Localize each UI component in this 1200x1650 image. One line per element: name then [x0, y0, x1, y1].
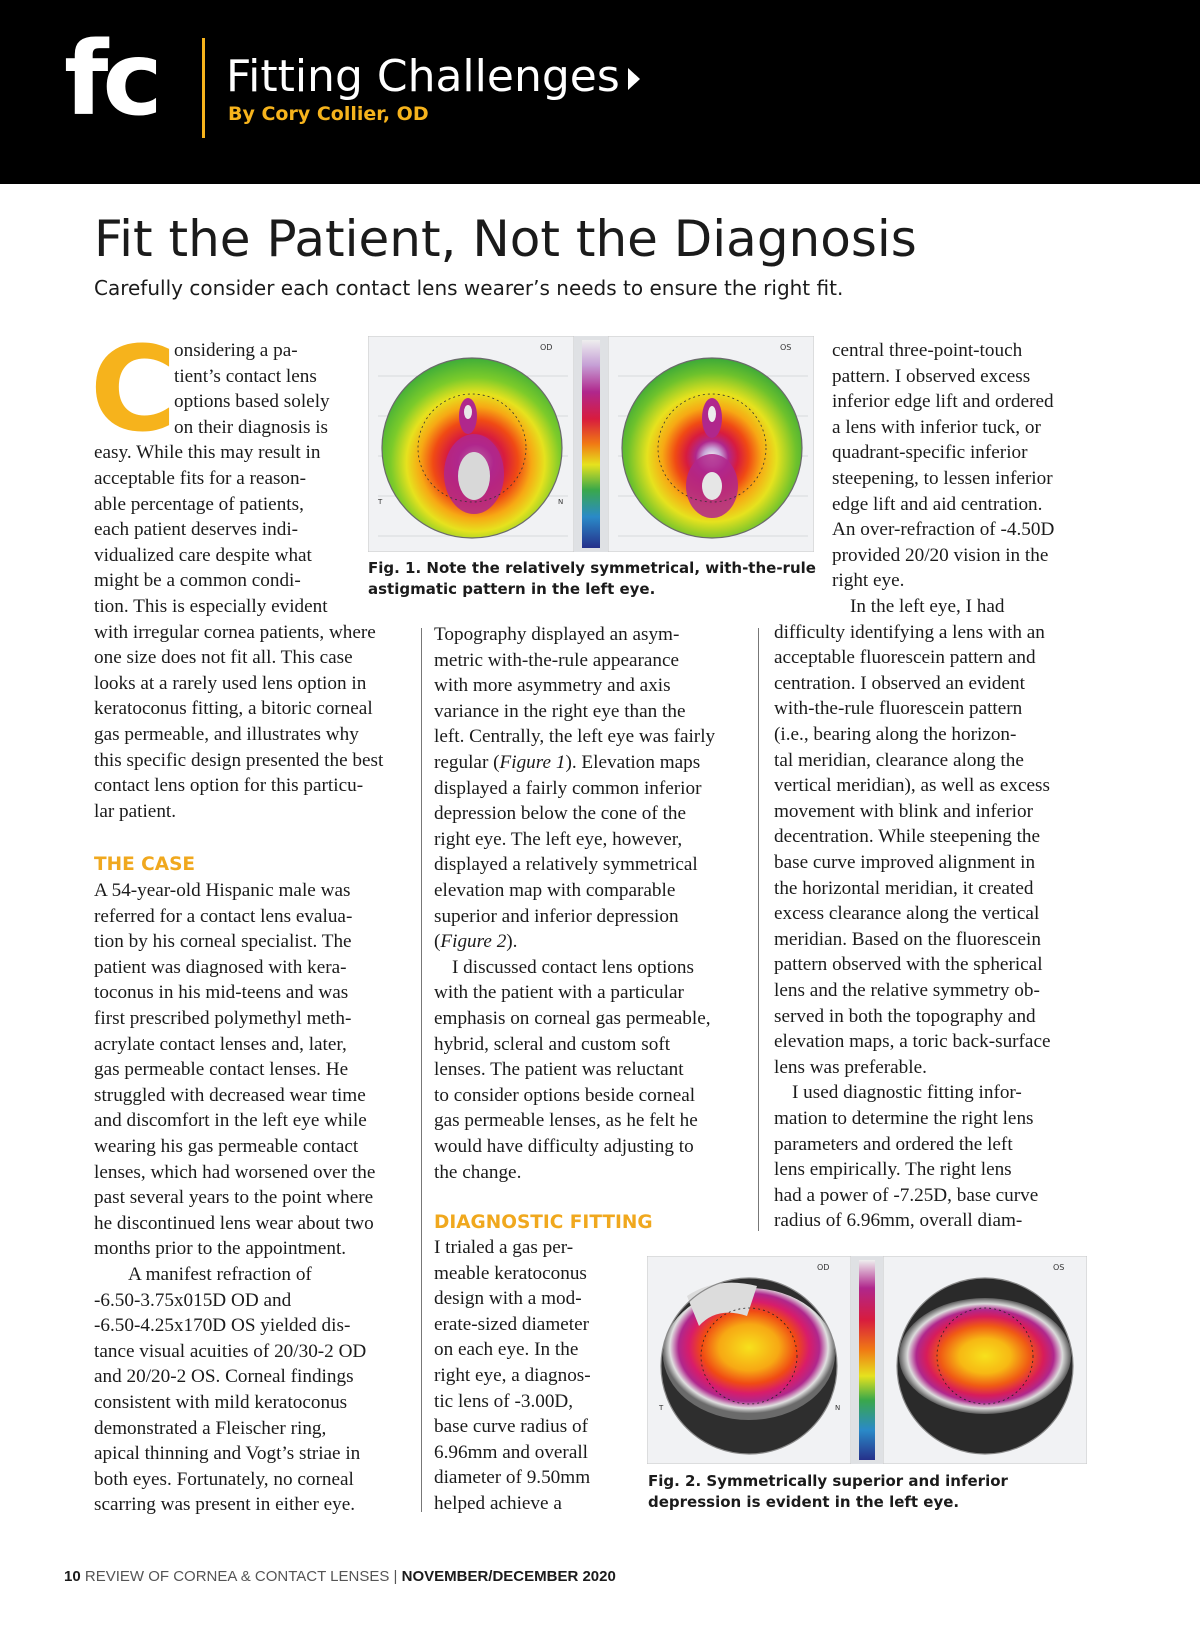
col1-line: both eyes. Fortunately, no corneal [94, 1468, 354, 1490]
col2-line: superior and inferior depression [434, 905, 679, 927]
col2-line: variance in the right eye than the [434, 700, 686, 722]
col2-line: hybrid, scleral and custom soft [434, 1033, 671, 1055]
col1-line: each patient deserves indi- [94, 519, 299, 541]
col2-line: the change. [434, 1161, 522, 1183]
col1-line: looks at a rarely used lens option in [94, 672, 367, 694]
col1-line: demonstrated a Fleischer ring, [94, 1417, 327, 1439]
col1-line: months prior to the appointment. [94, 1238, 347, 1260]
col2-line: meable keratoconus [434, 1262, 587, 1284]
col3-line: tal meridian, clearance along the [774, 749, 1024, 771]
fig1-t-label: T [378, 498, 383, 506]
col1-line: one size does not fit all. This case [94, 647, 353, 669]
col2-line: would have difficulty adjusting to [434, 1136, 694, 1157]
col2-line: displayed a relatively symmetrical [434, 854, 698, 876]
fig2-os-label: OS [1053, 1263, 1065, 1272]
page-footer [64, 1568, 616, 1585]
page-number: 10 [64, 1568, 81, 1585]
col2-line: helped achieve a [434, 1493, 562, 1514]
footer-separator: | [393, 1568, 398, 1585]
column-logo: fc [64, 20, 157, 139]
figure-2-elevation-maps [647, 1256, 1087, 1464]
col1-line: first prescribed polymethyl meth- [94, 1008, 352, 1029]
col1-line: options based solely [174, 391, 330, 413]
col3-line: the horizontal meridian, it created [774, 877, 1034, 899]
col2-line: on each eye. In the [434, 1339, 579, 1361]
col3-line: meridian. Based on the fluorescein [774, 928, 1041, 950]
col1-line: acceptable fits for a reason- [94, 468, 307, 489]
figure-1-topography-maps [368, 336, 814, 552]
col3-line: had a power of -7.25D, base curve [774, 1184, 1039, 1206]
col1-line: able percentage of patients, [94, 493, 304, 515]
col1-line: on their diagnosis is [174, 416, 329, 438]
col1-line: keratoconus fitting, a bitoric corneal [94, 698, 373, 720]
col3-line: I used diagnostic fitting infor- [792, 1082, 1022, 1104]
fig2-od-label: OD [817, 1263, 830, 1272]
col1-line: apical thinning and Vogt’s striae in [94, 1443, 361, 1465]
col1-line: -6.50-3.75x015D OD and [94, 1289, 292, 1311]
col3-line: a lens with inferior tuck, or [832, 416, 1041, 438]
col2-line: elevation map with comparable [434, 880, 676, 901]
fig1-n-label: N [558, 498, 564, 506]
col3-line: right eye. [832, 570, 905, 592]
figure-1-caption-line-2: astigmatic pattern in the left eye. [368, 580, 656, 598]
col3-line: inferior edge lift and ordered [832, 391, 1054, 413]
col1-line: he discontinued lens wear about two [94, 1212, 374, 1234]
col2-line: right eye, a diagnos- [434, 1365, 591, 1386]
col1-line: tance visual acuities of 20/30-2 OD [94, 1340, 367, 1362]
col1-line: tion. This is especially evident [94, 596, 328, 617]
col2-line: Topography displayed an asym- [434, 624, 680, 645]
col1-line: with irregular cornea patients, where [94, 621, 376, 643]
col2-line: 6.96mm and overall [434, 1441, 588, 1463]
col3-line: decentration. While steepening the [774, 826, 1041, 848]
fig2-n-label: N [835, 1404, 841, 1412]
col1-line: struggled with decreased wear time [94, 1084, 366, 1106]
section-heading-the-case: THE CASE [94, 854, 196, 875]
col3-line: steepening, to lessen inferior [832, 468, 1053, 489]
col1-line: onsidering a pa- [174, 340, 298, 361]
magazine-name: REVIEW OF CORNEA & CONTACT LENSES [84, 1568, 390, 1585]
col3-line: (i.e., bearing along the horizon- [774, 724, 1017, 745]
col3-line: vertical meridian), as well as excess [774, 775, 1050, 797]
col2-line: (Figure 2). [434, 931, 518, 953]
col3-line: central three-point-touch [832, 340, 1023, 361]
col2-line: metric with-the-rule appearance [434, 649, 680, 671]
col3-line: parameters and ordered the left [774, 1133, 1013, 1155]
figure-1-caption-line-1: Fig. 1. Note the relatively symmetrical, with-the-rule [368, 559, 816, 577]
logo-divider [202, 38, 205, 138]
col3-line: edge lift and aid centration. [832, 493, 1043, 515]
col3-line: provided 20/20 vision in the [832, 544, 1049, 566]
col2-line: with the patient with a particular [434, 982, 684, 1004]
col2-line: displayed a fairly common inferior [434, 777, 702, 799]
col3-line: excess clearance along the vertical [774, 903, 1040, 925]
col3-line: mation to determine the right lens [774, 1108, 1034, 1129]
col3-line: lens empirically. The right lens [774, 1159, 1012, 1181]
section-heading-diagnostic-fitting: DIAGNOSTIC FITTING [434, 1212, 653, 1233]
drop-cap: C [90, 320, 177, 458]
col3-line: An over-refraction of -4.50D [832, 519, 1055, 541]
col1-line: easy. While this may result in [94, 442, 321, 464]
byline: By Cory Collier, OD [228, 103, 429, 125]
col3-line: centration. I observed an evident [774, 672, 1025, 694]
issue-date: NOVEMBER/DECEMBER 2020 [401, 1568, 616, 1585]
col3-line: quadrant-specific inferior [832, 442, 1028, 464]
col1-line: acrylate contact lenses and, later, [94, 1033, 347, 1055]
col2-line: emphasis on corneal gas permeable, [434, 1008, 711, 1029]
col2-line: erate-sized diameter [434, 1313, 589, 1335]
col1-line: consistent with mild keratoconus [94, 1392, 348, 1413]
play-arrow-icon [628, 68, 640, 90]
col1-line: and discomfort in the left eye while [94, 1110, 367, 1132]
col1-line: wearing his gas permeable contact [94, 1136, 359, 1157]
col3-line: acceptable fluorescein pattern and [774, 647, 1036, 669]
col3-line: served in both the topography and [774, 1005, 1036, 1027]
article-deck: Carefully consider each contact lens wearer’s needs to ensure the right fit. [94, 276, 844, 300]
col1-line: scarring was present in either eye. [94, 1494, 356, 1516]
col1-line: patient was diagnosed with kera- [94, 956, 347, 978]
fig1-od-label: OD [540, 343, 553, 352]
figure-2-caption-line-2: depression is evident in the left eye. [648, 1493, 960, 1511]
col3-line: difficulty identifying a lens with an [774, 621, 1045, 643]
col1-line: vidualized care despite what [94, 544, 312, 566]
col2-line: base curve radius of [434, 1416, 588, 1438]
col1-line: lenses, which had worsened over the [94, 1161, 376, 1183]
col1-line: toconus in his mid-teens and was [94, 982, 349, 1004]
col2-line: with more asymmetry and axis [434, 675, 671, 697]
figure-2-caption-line-1: Fig. 2. Symmetrically superior and inferior [648, 1472, 1008, 1490]
col3-line: radius of 6.96mm, overall diam- [774, 1210, 1023, 1232]
column-divider-1 [421, 628, 422, 1512]
column-banner [0, 0, 1200, 184]
col1-line: contact lens option for this particu- [94, 775, 364, 797]
col2-line: I trialed a gas per- [434, 1237, 574, 1258]
col1-line: A manifest refraction of [128, 1264, 312, 1285]
col1-line: gas permeable contact lenses. He [94, 1059, 349, 1081]
column-title [226, 50, 640, 104]
col1-line: tient’s contact lens [174, 365, 317, 387]
col1-line: this specific design presented the best [94, 749, 384, 771]
col2-line: regular (Figure 1). Elevation maps [434, 752, 701, 773]
col3-line: pattern observed with the spherical [774, 954, 1043, 976]
col1-line: referred for a contact lens evalua- [94, 905, 353, 927]
col2-line: gas permeable lenses, as he felt he [434, 1110, 698, 1132]
col2-line: tic lens of -3.00D, [434, 1390, 574, 1412]
col3-line: base curve improved alignment in [774, 852, 1036, 873]
fig1-os-label: OS [780, 343, 792, 352]
col2-line: right eye. The left eye, however, [434, 828, 683, 850]
col2-line: diameter of 9.50mm [434, 1467, 591, 1489]
col1-line: might be a common condi- [94, 570, 301, 592]
article-headline: Fit the Patient, Not the Diagnosis [94, 210, 917, 268]
col3-line: elevation maps, a toric back-surface [774, 1031, 1051, 1053]
column-title-text: Fitting Challenges [226, 51, 620, 102]
col1-line: tion by his corneal specialist. The [94, 931, 352, 953]
col1-line: -6.50-4.25x170D OS yielded dis- [94, 1315, 351, 1337]
col2-line: I discussed contact lens options [452, 956, 694, 978]
col1-line: gas permeable, and illustrates why [94, 724, 359, 745]
col3-line: In the left eye, I had [850, 596, 1005, 617]
col2-line: lenses. The patient was reluctant [434, 1059, 684, 1081]
col1-line: past several years to the point where [94, 1187, 374, 1209]
fig2-t-label: T [659, 1404, 664, 1412]
col3-line: lens was preferable. [774, 1056, 927, 1078]
col2-line: depression below the cone of the [434, 803, 687, 825]
col3-line: with-the-rule fluorescein pattern [774, 698, 1023, 720]
col1-line: lar patient. [94, 800, 177, 822]
col3-line: pattern. I observed excess [832, 365, 1031, 387]
col2-line: to consider options beside corneal [434, 1084, 696, 1106]
col2-line: left. Centrally, the left eye was fairly [434, 726, 716, 748]
col3-line: lens and the relative symmetry ob- [774, 980, 1040, 1001]
column-divider-2 [758, 628, 759, 1231]
col3-line: movement with blink and inferior [774, 800, 1033, 822]
col1-line: and 20/20-2 OS. Corneal findings [94, 1366, 354, 1388]
col1-line: A 54-year-old Hispanic male was [94, 880, 351, 901]
col2-line: design with a mod- [434, 1288, 582, 1310]
